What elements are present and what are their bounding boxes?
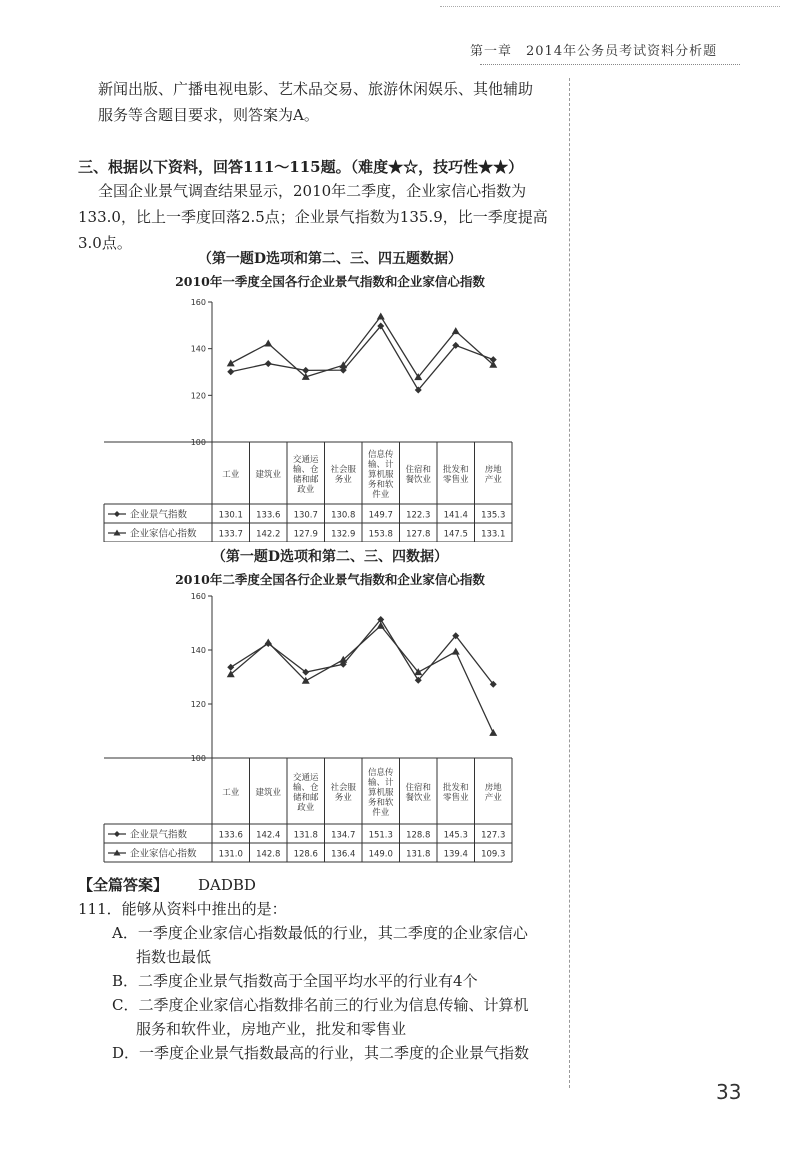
data-value-label: 135.3: [481, 510, 506, 521]
data-value-label: 149.0: [368, 849, 393, 860]
intro-line-2: 服务等含题目要求，则答案为A。: [98, 106, 319, 124]
category-label: 房地: [484, 783, 502, 793]
y-tick-label: 140: [190, 646, 206, 655]
y-tick-label: 160: [190, 298, 206, 307]
page-number: 33: [716, 1080, 742, 1104]
legend-name: 企业景气指数: [130, 509, 188, 521]
category-label: 务业: [334, 793, 352, 803]
answer-value: DADBD: [198, 876, 256, 894]
intro-line-1: 新闻出版、广播电视电影、艺术品交易、旅游休闲娱乐、其他辅助: [98, 80, 534, 98]
category-label: 输、计: [367, 460, 394, 470]
y-tick-label: 120: [190, 700, 206, 709]
data-value-label: 139.4: [443, 849, 468, 860]
data-point-triangle: [377, 312, 385, 319]
series-line-0: [231, 326, 494, 390]
category-label: 信息传: [367, 768, 394, 778]
data-point-triangle: [452, 648, 460, 655]
y-tick-label: 100: [190, 754, 206, 763]
category-label: 餐饮业: [405, 475, 432, 485]
header-rule: [480, 64, 740, 65]
data-value-label: 130.7: [293, 510, 318, 521]
option-c-line-1: C．二季度企业家信心指数排名前三的行业为信息传输、计算机: [112, 996, 529, 1014]
category-label: 批发和: [442, 465, 469, 475]
data-point-diamond: [227, 368, 234, 375]
data-value-label: 109.3: [481, 849, 506, 860]
data-value-label: 141.4: [443, 510, 468, 521]
category-label: 算机服: [367, 470, 394, 480]
category-label: 交通运: [292, 455, 319, 465]
category-label: 政业: [297, 803, 315, 813]
chart2-title: 2010年二季度全国各行企业景气指数和企业家信心指数: [175, 572, 485, 587]
category-label: 餐饮业: [405, 793, 432, 803]
category-label: 储和邮: [292, 475, 319, 485]
data-value-label: 153.8: [368, 529, 393, 540]
category-label: 建筑业: [255, 470, 282, 480]
category-label: 务和软: [367, 480, 394, 490]
legend-name: 企业景气指数: [130, 829, 188, 841]
category-label: 储和邮: [292, 793, 319, 803]
category-label: 算机服: [367, 788, 394, 798]
data-value-label: 142.8: [256, 849, 281, 860]
category-label: 批发和: [442, 783, 469, 793]
data-value-label: 151.3: [368, 830, 393, 841]
answer-label: 【全篇答案】: [78, 876, 169, 894]
legend-marker-diamond: [114, 831, 120, 837]
category-label: 务和软: [367, 798, 394, 808]
data-value-label: 131.0: [218, 849, 243, 860]
top-rule: [440, 6, 780, 7]
legend-marker-diamond: [114, 511, 120, 517]
category-label: 社会服: [330, 783, 357, 793]
data-value-label: 130.8: [331, 510, 356, 521]
category-label: 信息传: [367, 450, 394, 460]
data-value-label: 134.7: [331, 830, 356, 841]
data-value-label: 145.3: [443, 830, 468, 841]
data-value-label: 147.5: [443, 529, 468, 540]
data-value-label: 131.8: [293, 830, 318, 841]
data-value-label: 133.6: [218, 830, 243, 841]
section-para-1: 全国企业景气调查结果显示，2010年二季度，企业家信心指数为: [98, 182, 527, 200]
category-label: 输、仓: [292, 783, 319, 793]
y-tick-label: 120: [190, 391, 206, 401]
category-label: 零售业: [442, 793, 469, 803]
option-d-line-1: D．一季度企业景气指数最高的行业，其二季度的企业景气指数: [112, 1044, 530, 1062]
data-point-triangle: [264, 638, 272, 645]
option-a-line-2: 指数也最低: [136, 948, 212, 966]
data-point-diamond: [302, 367, 309, 374]
category-label: 零售业: [442, 475, 469, 485]
category-label: 件业: [372, 808, 390, 818]
data-value-label: 127.3: [481, 830, 506, 841]
section-heading: 三、根据以下资料，回答111～115题。（难度★☆，技巧性★★）: [78, 158, 524, 176]
category-label: 输、仓: [292, 465, 319, 475]
data-point-diamond: [265, 360, 272, 367]
chart1-caption: （第一题D选项和第二、三、四五题数据）: [197, 251, 463, 267]
data-value-label: 142.4: [256, 830, 281, 841]
category-label: 政业: [297, 485, 315, 495]
y-tick-label: 140: [190, 344, 206, 354]
option-b: B．二季度企业景气指数高于全国平均水平的行业有4个: [112, 972, 478, 990]
section-para-2: 133.0，比上一季度回落2.5点；企业景气指数为135.9，比一季度提高: [78, 208, 548, 226]
data-value-label: 128.6: [293, 849, 318, 860]
chart-2-plot: [100, 590, 560, 870]
category-label: 工业: [222, 470, 240, 480]
data-point-diamond: [227, 664, 234, 671]
running-header: 第一章 2014年公务员考试资料分析题: [470, 44, 718, 59]
data-value-label: 142.2: [256, 529, 281, 540]
data-point-triangle: [452, 327, 460, 334]
data-value-label: 133.6: [256, 510, 281, 521]
category-label: 住宿和: [405, 465, 432, 475]
category-label: 件业: [372, 490, 390, 500]
category-label: 建筑业: [255, 788, 282, 798]
category-label: 产业: [484, 793, 502, 803]
data-value-label: 127.8: [406, 529, 431, 540]
category-label: 产业: [484, 475, 502, 485]
category-label: 房地: [484, 465, 502, 475]
y-tick-label: 160: [190, 592, 206, 601]
data-value-label: 133.1: [481, 529, 506, 540]
category-label: 住宿和: [405, 783, 432, 793]
data-value-label: 122.3: [406, 510, 431, 521]
category-label: 社会服: [330, 465, 357, 475]
data-point-triangle: [227, 359, 235, 366]
data-value-label: 128.8: [406, 830, 431, 841]
section-para-3: 3.0点。: [78, 234, 132, 252]
category-label: 交通运: [292, 773, 319, 783]
data-value-label: 133.7: [218, 529, 243, 540]
data-value-label: 149.7: [368, 510, 393, 521]
y-tick-label: 100: [190, 438, 206, 447]
data-value-label: 127.9: [293, 529, 318, 540]
option-c-line-2: 服务和软件业，房地产业，批发和零售业: [136, 1020, 407, 1038]
data-value-label: 132.9: [331, 529, 356, 540]
chart-1-plot: [100, 292, 560, 542]
data-value-label: 131.8: [406, 849, 431, 860]
question-stem: 111．能够从资料中推出的是：: [78, 900, 287, 918]
data-value-label: 130.1: [218, 510, 243, 521]
chart2-caption: （第一题D选项和第二、三、四数据）: [211, 549, 449, 565]
category-label: 输、计: [367, 778, 394, 788]
category-label: 务业: [334, 475, 352, 485]
category-label: 工业: [222, 788, 240, 798]
chart1-title: 2010年一季度全国各行企业景气指数和企业家信心指数: [175, 274, 485, 289]
option-a-line-1: A．一季度企业家信心指数最低的行业，其二季度的企业家信心: [112, 924, 528, 942]
legend-name: 企业家信心指数: [130, 528, 197, 540]
data-point-triangle: [264, 340, 272, 347]
data-value-label: 136.4: [331, 849, 356, 860]
data-point-triangle: [489, 729, 497, 736]
legend-name: 企业家信心指数: [130, 848, 197, 860]
margin-line: [569, 78, 570, 1088]
